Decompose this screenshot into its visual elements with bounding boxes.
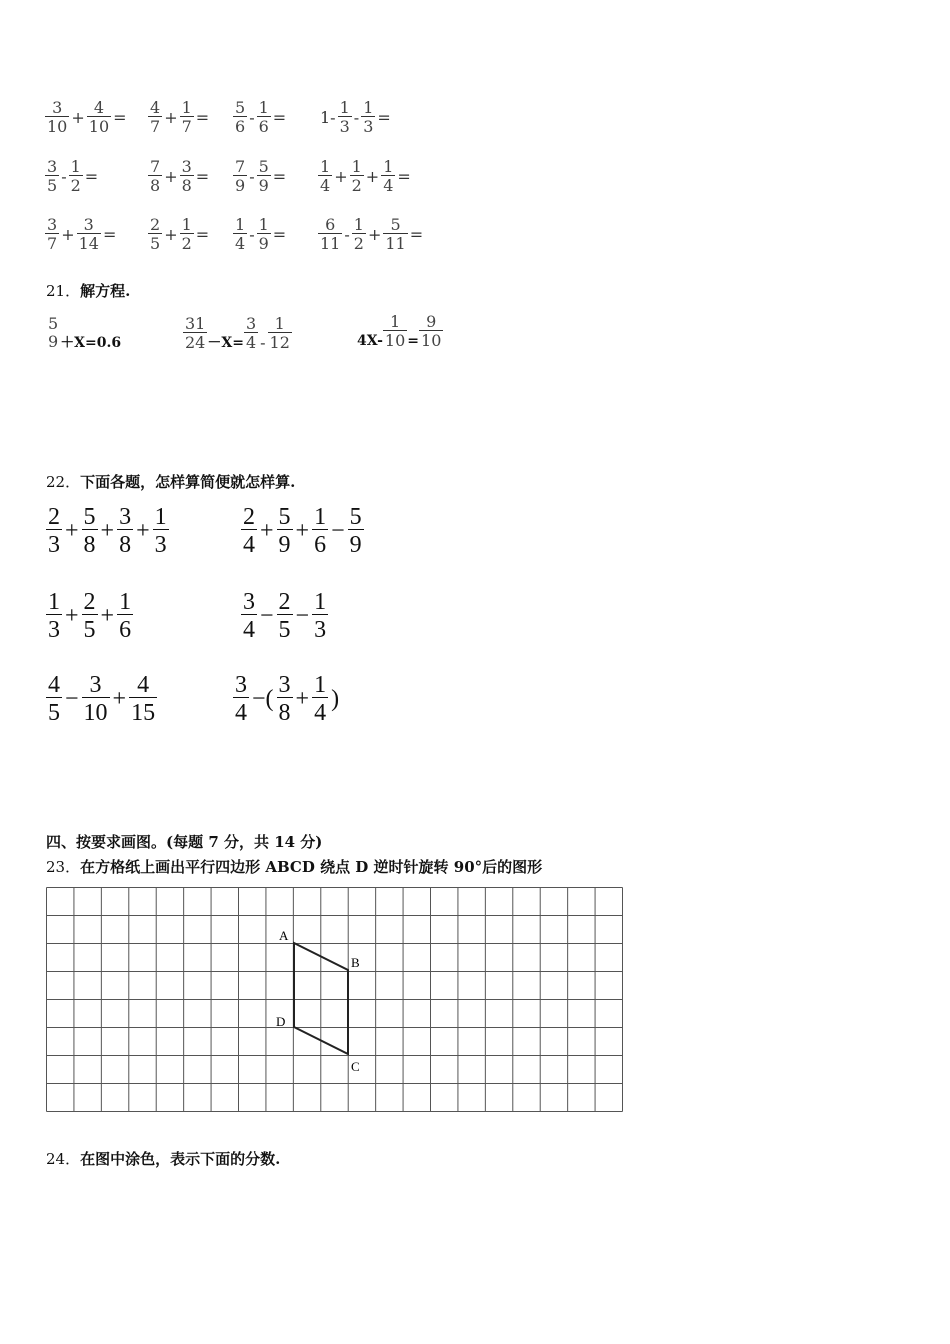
numerator: 3: [235, 672, 247, 698]
denominator: 5: [46, 697, 62, 725]
operator: ): [331, 685, 340, 712]
operator: =: [195, 167, 210, 186]
label-d: D: [276, 1014, 286, 1029]
fraction: [233, 159, 247, 194]
numerator: 2: [48, 504, 60, 530]
fraction: [257, 159, 271, 194]
numerator: 1: [258, 215, 269, 234]
fraction: [318, 159, 332, 194]
denominator: 11: [320, 234, 341, 253]
numerator: 2: [278, 589, 291, 615]
fraction: [352, 217, 366, 252]
denominator: 2: [351, 176, 362, 195]
denominator: 8: [117, 529, 133, 557]
operator: −: [260, 602, 274, 629]
q23-number: 23．: [46, 858, 81, 876]
numerator: 5: [278, 504, 291, 530]
operator: =: [102, 225, 117, 244]
arith-expression: [148, 217, 211, 252]
denominator: 8: [82, 529, 98, 557]
fraction: [82, 673, 110, 725]
operator: -: [249, 167, 255, 186]
denominator: 14: [78, 234, 99, 253]
numerator: 1: [154, 504, 167, 530]
operator: +: [365, 167, 380, 186]
operator: -: [344, 225, 350, 244]
fraction: [46, 590, 62, 642]
fraction: [257, 217, 271, 252]
fraction: [383, 217, 407, 252]
denominator: 8: [181, 176, 192, 195]
fraction: [257, 100, 271, 135]
fraction: [241, 590, 257, 642]
operator: =: [84, 167, 99, 186]
operator: +: [367, 225, 382, 244]
operator: +: [295, 685, 310, 712]
fraction: [350, 159, 364, 194]
arith-expression: [233, 217, 288, 252]
arith-expression: [45, 217, 118, 252]
arith-expression: [45, 100, 129, 135]
arith-expression: [318, 159, 413, 194]
operator: +: [100, 517, 115, 544]
fraction: [148, 159, 162, 194]
operator: =: [113, 108, 127, 127]
numerator: 3: [89, 672, 102, 698]
numerator: 1: [314, 672, 327, 698]
denominator: 4: [241, 529, 257, 557]
operator: 1-: [320, 108, 336, 127]
fraction: [277, 590, 293, 642]
fraction: [69, 159, 83, 194]
denominator: 5: [82, 614, 98, 642]
numerator: 3: [47, 215, 58, 234]
numerator: 1: [70, 157, 81, 176]
q21-eq1: [46, 314, 121, 352]
numerator: 3: [278, 672, 291, 698]
eq2-mid: －X=: [207, 335, 244, 351]
denominator: 3: [339, 117, 350, 136]
q22-expression: [241, 590, 328, 642]
arith-expression: [233, 100, 288, 135]
numerator: 3: [243, 589, 255, 615]
fraction: [312, 505, 328, 557]
fraction: [233, 673, 249, 725]
denominator: 4: [235, 234, 246, 253]
operator: +: [71, 108, 85, 127]
operator: +: [295, 517, 310, 544]
numerator: 1: [235, 215, 246, 234]
denominator: 6: [258, 117, 269, 136]
operator: -: [249, 108, 255, 127]
numerator: 2: [150, 215, 161, 234]
fraction: [148, 217, 162, 252]
denominator: 3: [46, 529, 62, 557]
operator: -: [353, 108, 360, 127]
q22-title: 下面各题，怎样算简便就怎样算.: [80, 473, 296, 491]
eq1-rest: ＋X=0.6: [60, 335, 122, 351]
numerator: 3: [52, 98, 63, 117]
numerator: 3: [83, 215, 94, 234]
numerator: 5: [258, 157, 269, 176]
numerator: 1: [48, 589, 60, 615]
fraction: [312, 590, 328, 642]
denominator: 5: [47, 176, 58, 195]
numerator: 1: [353, 215, 364, 234]
denominator: 11: [385, 234, 406, 253]
denominator: 6: [312, 529, 328, 557]
operator: −(: [252, 685, 274, 712]
q21-heading: [46, 280, 130, 301]
label-a: A: [279, 928, 289, 943]
denominator: 3: [363, 117, 374, 136]
grid-paper: [46, 887, 623, 1113]
denominator: 5: [277, 614, 293, 642]
operator: -: [249, 225, 255, 244]
denominator: 6: [117, 614, 133, 642]
fraction: [82, 590, 98, 642]
denominator: 3: [312, 614, 328, 642]
operator: −: [295, 602, 310, 629]
numerator: 4: [93, 98, 105, 117]
numerator: 1: [339, 98, 350, 117]
numerator: 1: [181, 98, 192, 117]
denominator: 8: [150, 176, 161, 195]
denominator: 9: [258, 234, 269, 253]
operator: =: [272, 225, 287, 244]
numerator: 2: [83, 589, 96, 615]
numerator: 4: [150, 98, 161, 117]
numerator: 1: [383, 157, 394, 176]
denominator: 9: [235, 176, 246, 195]
fraction: [277, 505, 293, 557]
denominator: 8: [277, 697, 293, 725]
denominator: 10: [82, 697, 110, 725]
numerator: 4: [48, 672, 60, 698]
operator: +: [112, 685, 127, 712]
q24-heading: [46, 1148, 280, 1169]
numerator: 1: [258, 98, 269, 117]
fraction: [180, 100, 194, 135]
denominator: 7: [150, 117, 161, 136]
denominator: 10: [88, 117, 110, 136]
numerator: 2: [243, 504, 255, 530]
operator: =: [409, 225, 424, 244]
fraction: [45, 217, 59, 252]
fraction: [45, 100, 69, 135]
fraction: [153, 505, 169, 557]
operator: +: [164, 225, 178, 244]
q21-number: 21．: [46, 282, 81, 300]
fraction: [338, 100, 352, 135]
denominator: 2: [70, 176, 81, 195]
operator: +: [260, 517, 274, 544]
denominator: 3: [46, 614, 62, 642]
label-c: C: [351, 1059, 360, 1074]
fraction: 31 24: [185, 313, 206, 352]
minus-sign: -: [260, 332, 266, 352]
fraction: [117, 505, 133, 557]
operator: +: [136, 517, 150, 544]
fraction: $\frac{3}{4}$: [245, 313, 257, 352]
q22-expression: [233, 673, 342, 725]
fraction: [82, 505, 98, 557]
denominator: 2: [353, 234, 364, 253]
fraction: [361, 100, 375, 135]
section4-title: 四、按要求画图。(每题 7 分，共 14 分): [46, 833, 323, 851]
numerator: 7: [150, 157, 161, 176]
fraction: [233, 100, 247, 135]
numerator: 1: [320, 157, 331, 176]
numerator: 1: [363, 98, 374, 117]
arith-expression: [45, 159, 100, 194]
arith-expression: [148, 159, 211, 194]
operator: +: [164, 108, 178, 127]
q24-title: 在图中涂色，表示下面的分数.: [80, 1150, 281, 1168]
q23-title: 在方格纸上画出平行四边形 ABCD 绕点 D 逆时针旋转 90°后的图形: [80, 858, 543, 876]
operator: +: [334, 167, 348, 186]
fraction: [318, 217, 342, 252]
arith-expression: [148, 100, 211, 135]
fraction: [87, 100, 111, 135]
operator: =: [195, 108, 210, 127]
fraction: [148, 100, 162, 135]
q22-expression: [241, 505, 364, 557]
numerator: 1: [119, 589, 132, 615]
denominator: 10: [47, 117, 68, 136]
operator: -: [61, 167, 67, 186]
label-b: B: [351, 955, 360, 970]
denominator: 7: [181, 117, 192, 136]
numerator: 3: [119, 504, 132, 530]
numerator: 1: [314, 589, 327, 615]
denominator: 6: [235, 117, 246, 136]
fraction: $\frac{1}{10}$: [384, 312, 406, 350]
fraction: [77, 217, 101, 252]
numerator: 1: [314, 504, 327, 530]
arith-expression: [318, 100, 393, 135]
fraction: [46, 673, 62, 725]
fraction: [277, 673, 293, 725]
arith-expression: [318, 217, 425, 252]
numerator: 6: [325, 215, 336, 234]
operator: −: [65, 685, 79, 712]
numerator: 3: [181, 157, 192, 176]
eq3-lead: 4X-: [357, 332, 383, 349]
fraction: [381, 159, 395, 194]
fraction: [241, 505, 257, 557]
operator: =: [195, 225, 210, 244]
fraction: [180, 159, 194, 194]
q22-expression: [46, 505, 169, 557]
operator: +: [65, 602, 79, 629]
q23-heading: [46, 856, 542, 877]
denominator: 2: [181, 234, 192, 253]
numerator: 5: [83, 504, 96, 530]
operator: +: [61, 225, 75, 244]
q21-eq2: [183, 314, 292, 352]
denominator: 9: [348, 529, 364, 557]
numerator: 7: [235, 157, 246, 176]
fraction: [129, 673, 157, 725]
operator: =: [377, 108, 391, 127]
q22-expression: [46, 590, 133, 642]
denominator: 4: [241, 614, 257, 642]
fraction: [117, 590, 133, 642]
q22-heading: [46, 471, 295, 492]
q22-expression: [46, 673, 157, 725]
fraction: [45, 159, 59, 194]
q24-number: 24．: [46, 1150, 81, 1168]
operator: =: [397, 167, 411, 186]
eq3-equals: =: [407, 332, 420, 349]
fraction: 1 12: [269, 313, 290, 352]
denominator: 3: [153, 529, 169, 557]
fraction: [46, 505, 62, 557]
arith-expression: [233, 159, 288, 194]
fraction: [180, 217, 194, 252]
numerator: 1: [181, 215, 192, 234]
denominator: 7: [47, 234, 58, 253]
denominator: 4: [233, 697, 249, 725]
numerator: 1: [351, 157, 362, 176]
operator: +: [100, 602, 115, 629]
fraction: 5 9: [48, 314, 59, 351]
fraction: $\frac{9}{10}$: [421, 312, 442, 350]
numerator: 4: [137, 672, 150, 698]
denominator: 9: [258, 176, 269, 195]
numerator: 5: [235, 98, 246, 117]
q22-number: 22．: [46, 473, 81, 491]
q21-title: 解方程.: [80, 282, 131, 300]
fraction: [312, 673, 328, 725]
operator: +: [164, 167, 178, 186]
operator: −: [331, 517, 345, 544]
numerator: 3: [47, 157, 58, 176]
fraction: [233, 217, 247, 252]
numerator: 5: [390, 215, 401, 234]
denominator: 9: [277, 529, 293, 557]
q21-eq3: [357, 314, 443, 349]
operator: +: [65, 517, 79, 544]
denominator: 5: [150, 234, 161, 253]
fraction: [348, 505, 364, 557]
denominator: 15: [129, 697, 157, 725]
denominator: 4: [383, 176, 394, 195]
operator: =: [272, 108, 287, 127]
denominator: 4: [312, 697, 328, 725]
numerator: 5: [349, 504, 362, 530]
denominator: 4: [320, 176, 331, 195]
operator: =: [272, 167, 287, 186]
